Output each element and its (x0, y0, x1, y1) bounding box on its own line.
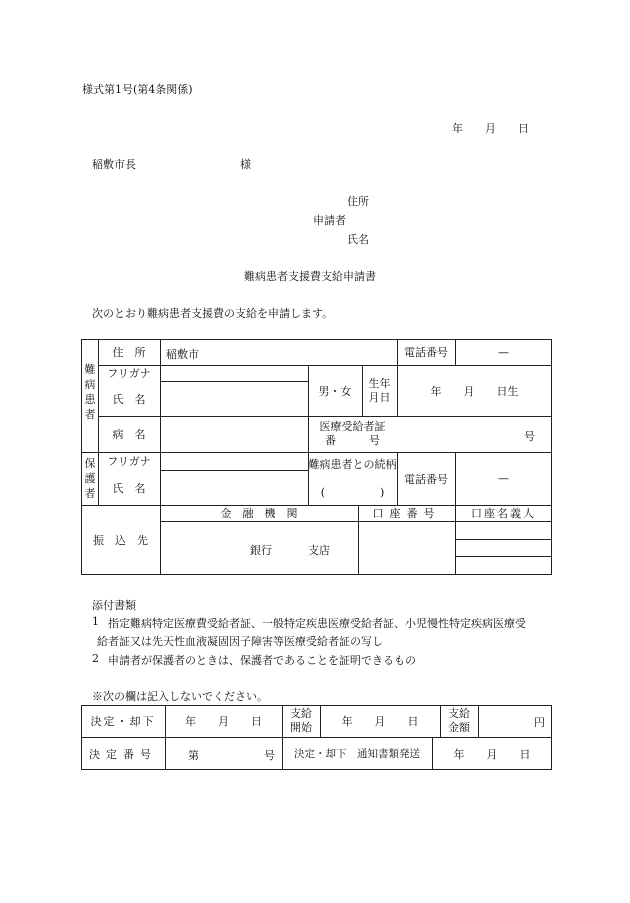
office-decision-label: 決定・却下 (90, 715, 156, 728)
cert-label-line2: 番 号 (325, 434, 380, 447)
bank-institution-header: 金 融 機 関 (220, 507, 298, 520)
patient-furigana-label: フリガナ (107, 367, 151, 380)
guardian-phone-label: 電話番号 (404, 472, 448, 486)
bank-label: 振 込 先 (93, 534, 148, 547)
patient-phone-label: 電話番号 (404, 346, 448, 359)
guardian-group-label: 保護者 (84, 457, 96, 500)
bank-bank-label: 銀行 (250, 544, 272, 557)
attachment-2-text: 申請者が保護者のときは、保護者であることを証明できるもの (108, 654, 416, 667)
honorific: 様 (240, 158, 251, 171)
patient-name-label: 氏 名 (112, 392, 146, 406)
patient-birth-label (362, 365, 397, 416)
patient-phone-value: — (498, 345, 509, 359)
applicant-name-label: 氏名 (347, 233, 369, 246)
birth-label-line1: 生年 (368, 376, 391, 390)
office-notice-label: 決定・却下 通知書類発送 (294, 748, 420, 760)
attachment-2-number: 2 (92, 652, 99, 665)
office-start-label (282, 705, 320, 737)
addressee: 稲敷市長 (92, 158, 136, 171)
office-note: ※次の欄は記入しないでください。 (92, 690, 268, 703)
birth-label-line2: 月日 (368, 390, 391, 404)
applicant-address-label: 住所 (347, 195, 369, 208)
guardian-name-label: 氏 名 (112, 481, 146, 495)
attachments-heading: 添付書類 (92, 599, 136, 612)
patient-cert-label (308, 416, 397, 452)
office-start-date: 年 月 日 (341, 715, 419, 728)
patient-address-label: 住 所 (112, 346, 146, 359)
patient-gender-label: 男・女 (318, 384, 352, 398)
amount-label-line2: 金額 (448, 721, 470, 734)
form-number: 様式第1号(第4条関係) (82, 83, 193, 96)
guardian-furigana-label: フリガナ (107, 455, 151, 468)
patient-disease-label: 病 名 (112, 428, 146, 441)
patient-address-value: 稲敷市 (166, 348, 199, 361)
bank-account-number-header: 口座番号 (372, 507, 441, 520)
office-amount-label (440, 705, 478, 737)
guardian-relation-label: 難病患者との続柄 (308, 458, 397, 471)
office-decision-date: 年 月 日 (185, 715, 262, 728)
guardian-phone-value: — (498, 472, 509, 485)
patient-group-label: 難病患者 (84, 363, 96, 421)
date-line: 年 月 日 (452, 122, 529, 135)
bank-account-holder-header: 口座名義人 (471, 507, 536, 520)
start-label-line2: 開始 (290, 721, 312, 734)
form-title: 難病患者支援費支給申請書 (244, 270, 376, 283)
patient-birth-value: 年 月 日生 (430, 384, 519, 398)
bank-branch-label: 支店 (308, 544, 330, 557)
start-label-line1: 支給 (290, 707, 312, 720)
patient-cert-suffix: 号 (524, 430, 535, 443)
office-number-prefix: 第 (188, 749, 199, 762)
guardian-relation-paren: ( ) (320, 486, 385, 499)
office-amount-unit: 円 (534, 716, 545, 729)
form-intro: 次のとおり難病患者支援費の支給を申請します。 (92, 307, 334, 320)
amount-label-line1: 支給 (448, 707, 470, 720)
attachment-1-text-line2: 給者証又は先天性血液凝固因子障害等医療受給者証の写し (97, 635, 383, 648)
office-notice-date: 年 月 日 (453, 747, 531, 761)
applicant-label: 申請者 (313, 214, 346, 227)
attachment-1-text-line1: 指定難病特定医療費受給者証、一般特定疾患医療受給者証、小児慢性特定疾病医療受 (108, 617, 526, 630)
cert-label-line1: 医療受給者証 (319, 420, 386, 433)
office-decision-number-label: 決定番号 (89, 747, 157, 761)
office-number-suffix: 号 (264, 749, 275, 762)
attachment-1-number: 1 (92, 615, 99, 628)
